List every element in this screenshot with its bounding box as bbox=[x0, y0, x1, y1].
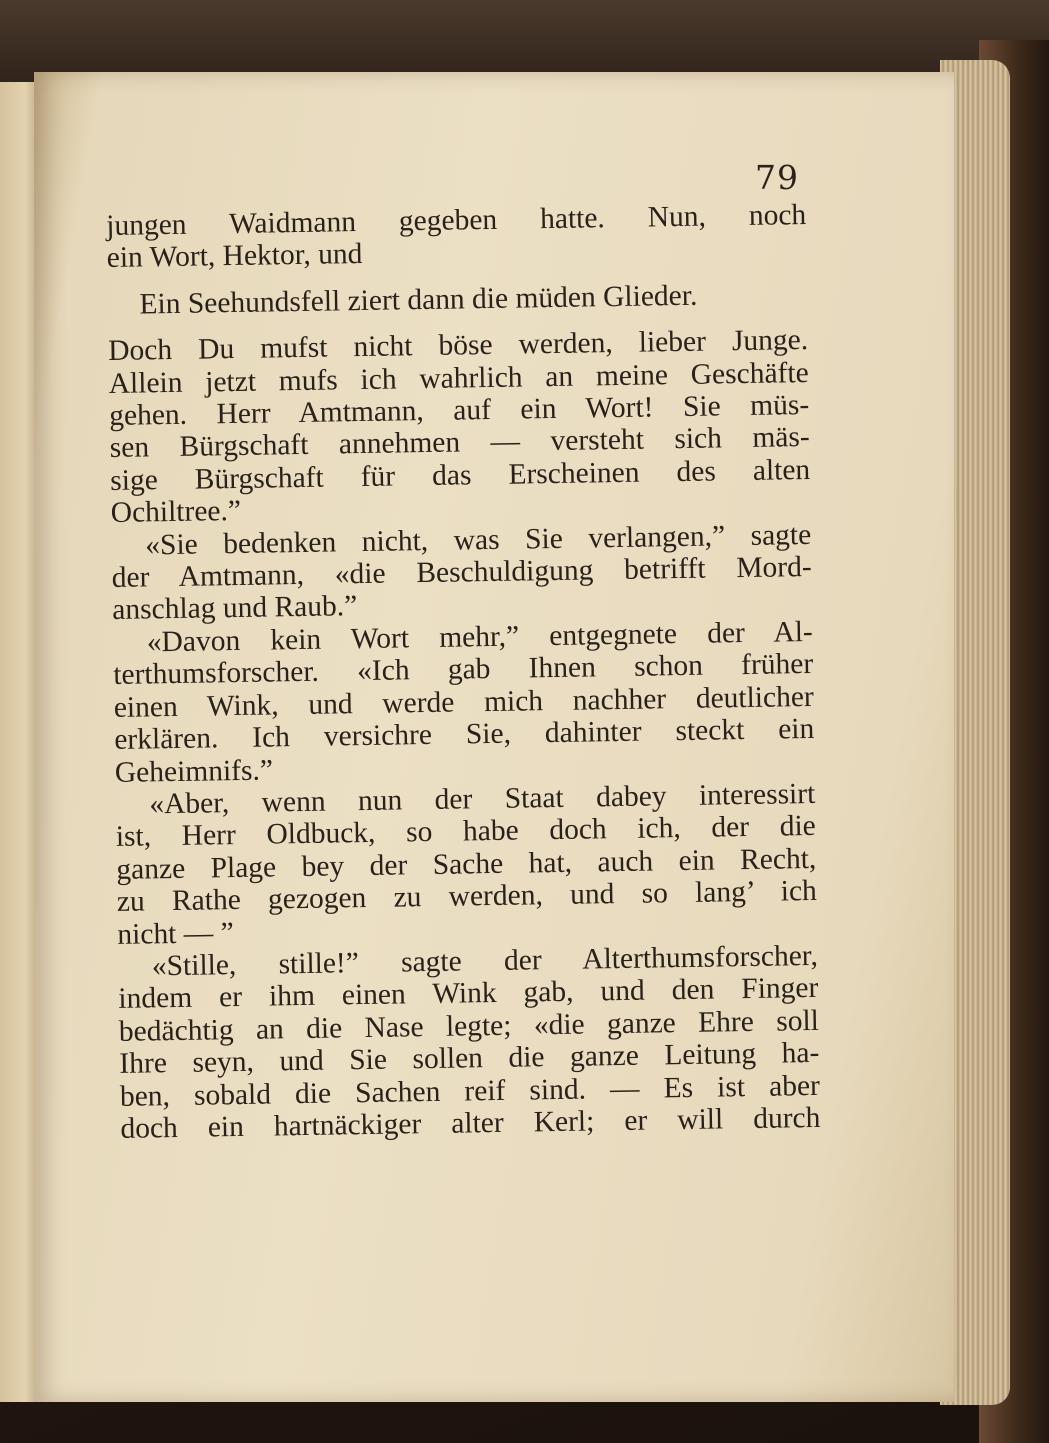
text-line: anschlag und Raub.” bbox=[112, 590, 358, 627]
text-line: Geheimnifs.” bbox=[114, 753, 274, 789]
text-line: ist, Herr Oldbuck, so habe doch ich, der die bbox=[115, 810, 817, 854]
text-line: doch ein hartnäckiger alter Kerl; er will durch bbox=[120, 1101, 821, 1145]
text-line: indem er ihm einen Wink gab, und den Finger bbox=[118, 972, 819, 1016]
text-line: bedächtig an die Nase legte; «die ganze Ehre soll bbox=[118, 1004, 820, 1048]
text-line: Doch Du mufst nicht böse werden, lieber Junge. bbox=[107, 324, 809, 368]
text-line: erklären. Ich versichre Sie, dahinter steckt ein bbox=[114, 713, 815, 757]
text-line: zu Rathe gezogen zu werden, und so lang’ ich bbox=[116, 875, 818, 919]
verse-line: Ein Seehundsfell ziert dann die müden Glieder. bbox=[139, 279, 698, 321]
text-line: «Sie bedenken nicht, was Sie verlangen,” sagte bbox=[145, 518, 812, 562]
text-line: einen Wink, und werde mich nachher deutlicher bbox=[113, 680, 814, 724]
text-line: gehen. Herr Amtmann, auf ein Wort! Sie müs- bbox=[108, 389, 810, 433]
text-line: sige Bürgschaft für das Erscheinen des alten bbox=[110, 453, 811, 497]
text-line: Allein jetzt mufs ich wahrlich an meine Geschäfte bbox=[108, 356, 809, 400]
text-line: sen Bürgschaft annehmen — versteht sich mäs- bbox=[109, 421, 810, 465]
page-number: 79 bbox=[755, 158, 799, 197]
text-line: Ihre seyn, und Sie sollen die ganze Leitung ha- bbox=[119, 1037, 820, 1081]
page-text bbox=[106, 199, 821, 1145]
text-line: «Aber, wenn nun der Staat dabey interessirt bbox=[149, 777, 816, 821]
text-line: Ochiltree.” bbox=[110, 495, 242, 530]
text-line: jungen Waidmann gegeben hatte. Nun, noch bbox=[106, 199, 807, 242]
text-line: «Davon kein Wort mehr,” entgegnete der Al- bbox=[146, 615, 813, 659]
text-line: der Amtmann, «die Beschuldigung betrifft Mord- bbox=[111, 551, 812, 595]
text-line: ganze Plage bey der Sache hat, auch ein Recht, bbox=[116, 842, 817, 886]
text-line: «Stille, stille!” sagte der Alterthumsforscher, bbox=[151, 939, 819, 983]
text-line: terthumsforscher. «Ich gab Ihnen schon früher bbox=[113, 648, 814, 692]
text-line: ein Wort, Hektor, und bbox=[106, 238, 363, 275]
text-line: ben, sobald die Sachen reif sind. — Es ist aber bbox=[119, 1069, 821, 1113]
text-line: nicht — ” bbox=[117, 916, 234, 951]
